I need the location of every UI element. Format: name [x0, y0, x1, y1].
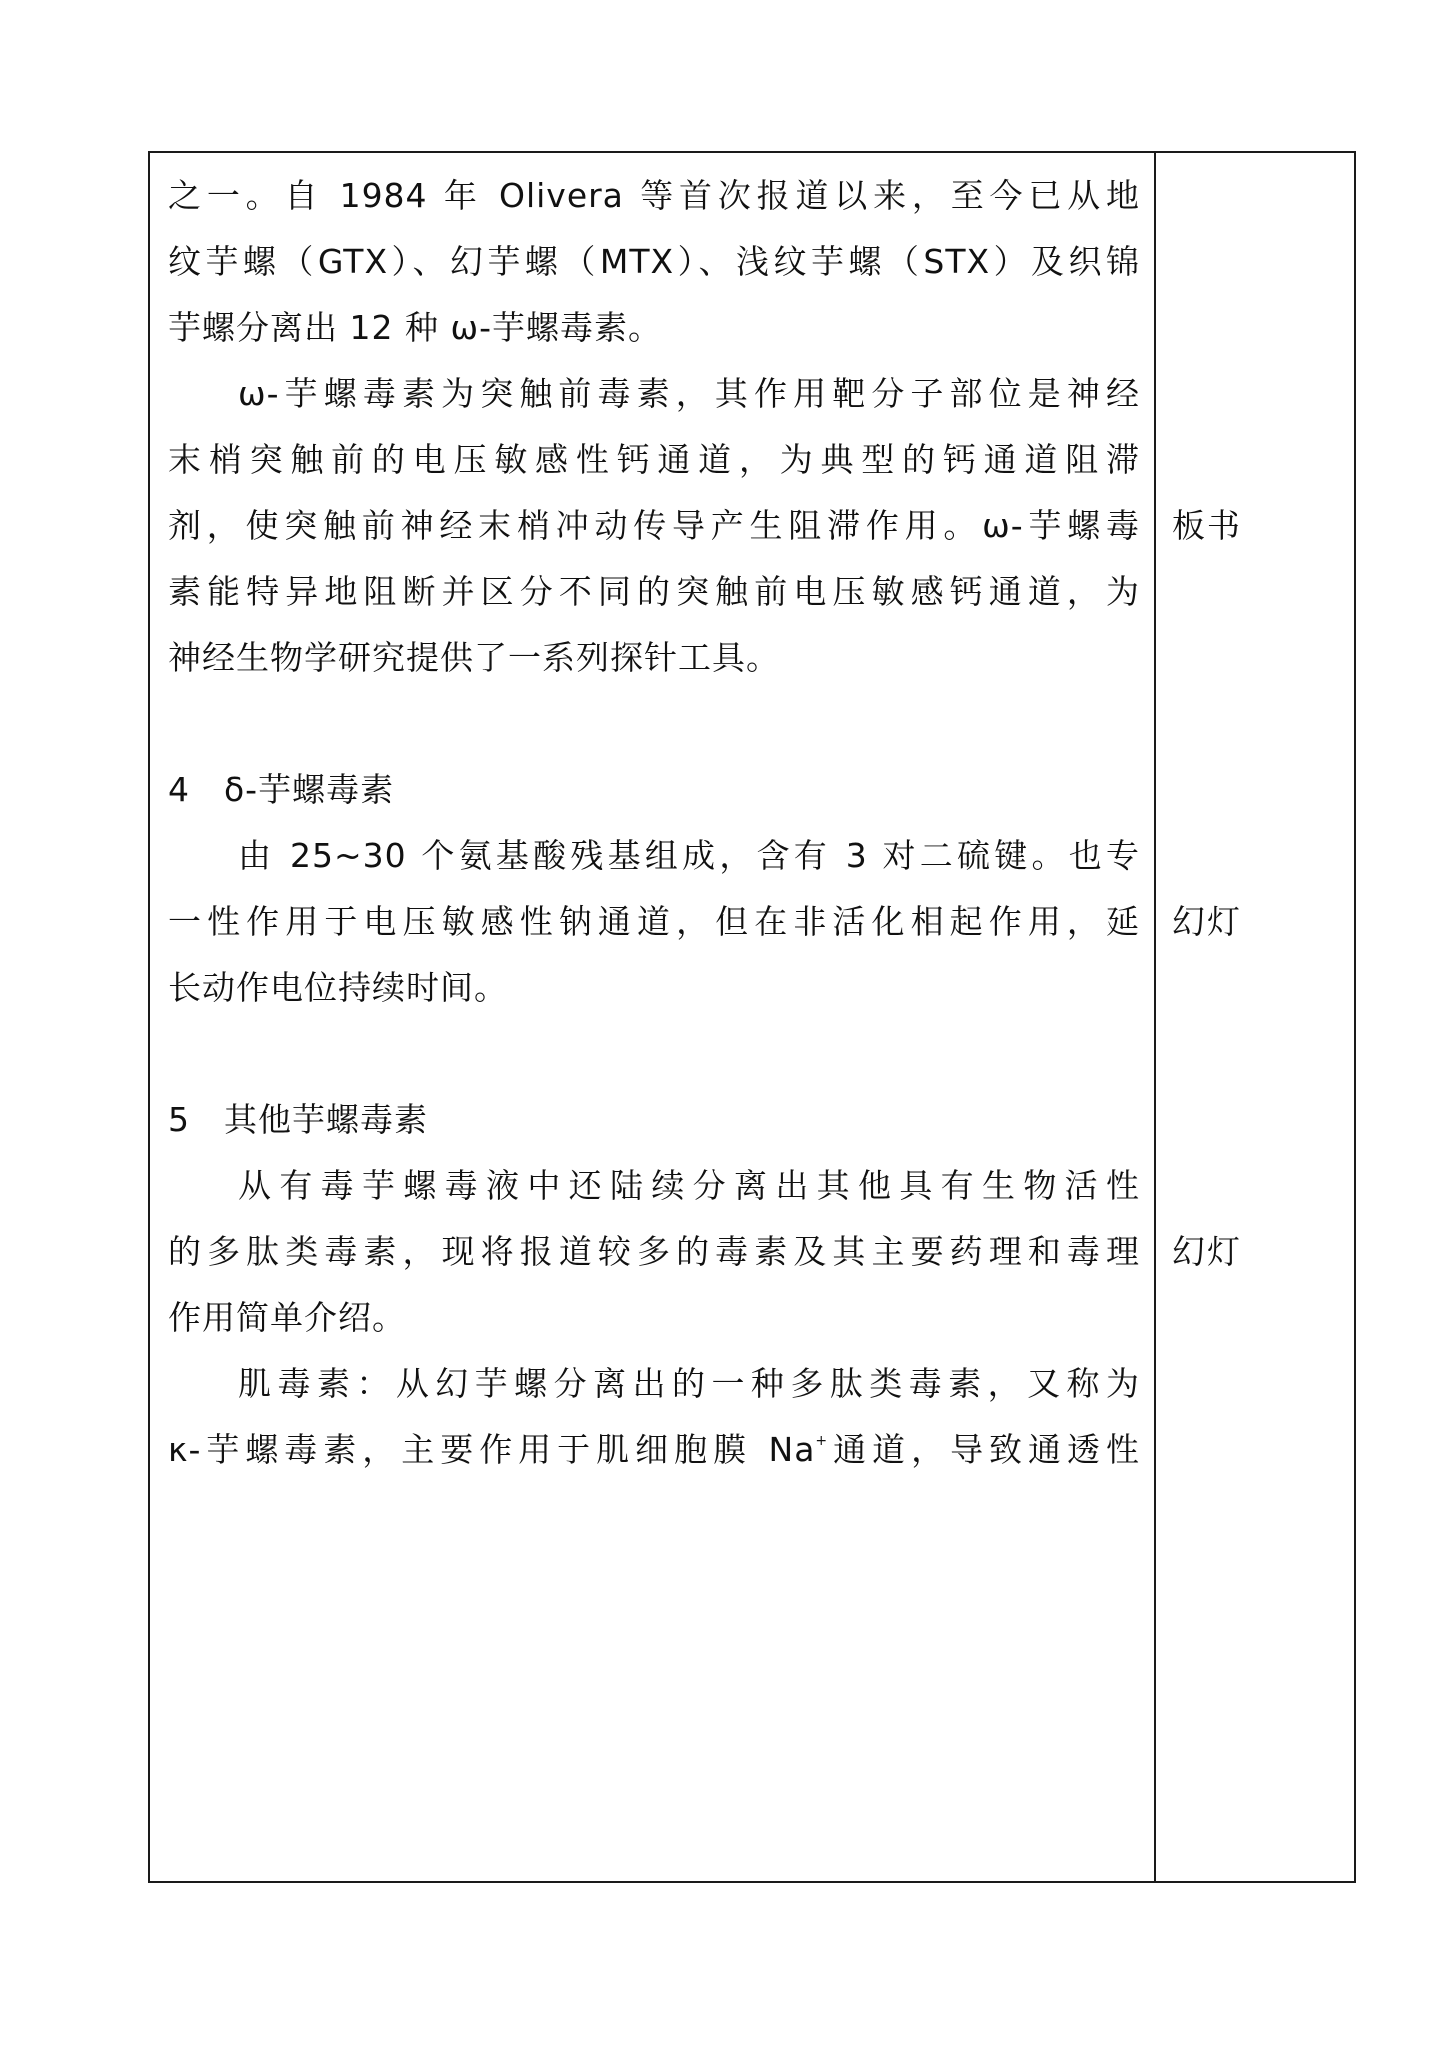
text-line: 末梢突触前的电压敏感性钙通道，为典型的钙通道阻滞: [168, 440, 1140, 479]
lesson-table: [148, 151, 1356, 1883]
text-line: [168, 1428, 1140, 1472]
column-divider: [1154, 153, 1156, 1881]
text-line: 长动作电位持续时间。: [168, 968, 508, 1007]
text-line: 由 25~30 个氨基酸残基组成，含有 3 对二硫键。也专: [238, 836, 1140, 875]
text-line: 作用简单介绍。: [168, 1298, 406, 1337]
text-line: 的多肽类毒素，现将报道较多的毒素及其主要药理和毒理: [168, 1232, 1140, 1271]
text-line: 之一。自 1984 年 Olivera 等首次报道以来，至今已从地: [168, 176, 1140, 215]
text-line: 神经生物学研究提供了一系列探针工具。: [168, 638, 780, 677]
superscript-plus: +: [815, 1433, 829, 1449]
note-blackboard: 板书: [1172, 506, 1242, 545]
content-column: [168, 153, 1140, 1881]
text-line: 纹芋螺（GTX）、幻芋螺（MTX）、浅纹芋螺（STX）及织锦: [168, 242, 1140, 281]
note-slide: 幻灯: [1172, 902, 1242, 941]
text-segment: 通道，导致通透性: [828, 1430, 1140, 1469]
note-slide: 幻灯: [1172, 1232, 1242, 1271]
section-heading: 4 δ-芋螺毒素: [168, 770, 395, 809]
text-line: 素能特异地阻断并区分不同的突触前电压敏感钙通道，为: [168, 572, 1140, 611]
text-line: 肌毒素：从幻芋螺分离出的一种多肽类毒素，又称为: [238, 1364, 1140, 1403]
text-line: 一性作用于电压敏感性钠通道，但在非活化相起作用，延: [168, 902, 1140, 941]
text-line: 芋螺分离出 12 种 ω-芋螺毒素。: [168, 308, 663, 347]
text-segment: κ-芋螺毒素，主要作用于肌细胞膜 Na: [168, 1430, 816, 1469]
text-line: 从有毒芋螺毒液中还陆续分离出其他具有生物活性: [238, 1166, 1140, 1205]
text-line: ω-芋螺毒素为突触前毒素，其作用靶分子部位是神经: [238, 374, 1140, 413]
text-line: 剂，使突触前神经末梢冲动传导产生阻滞作用。ω-芋螺毒: [168, 506, 1140, 545]
section-heading: 5 其他芋螺毒素: [168, 1100, 428, 1139]
